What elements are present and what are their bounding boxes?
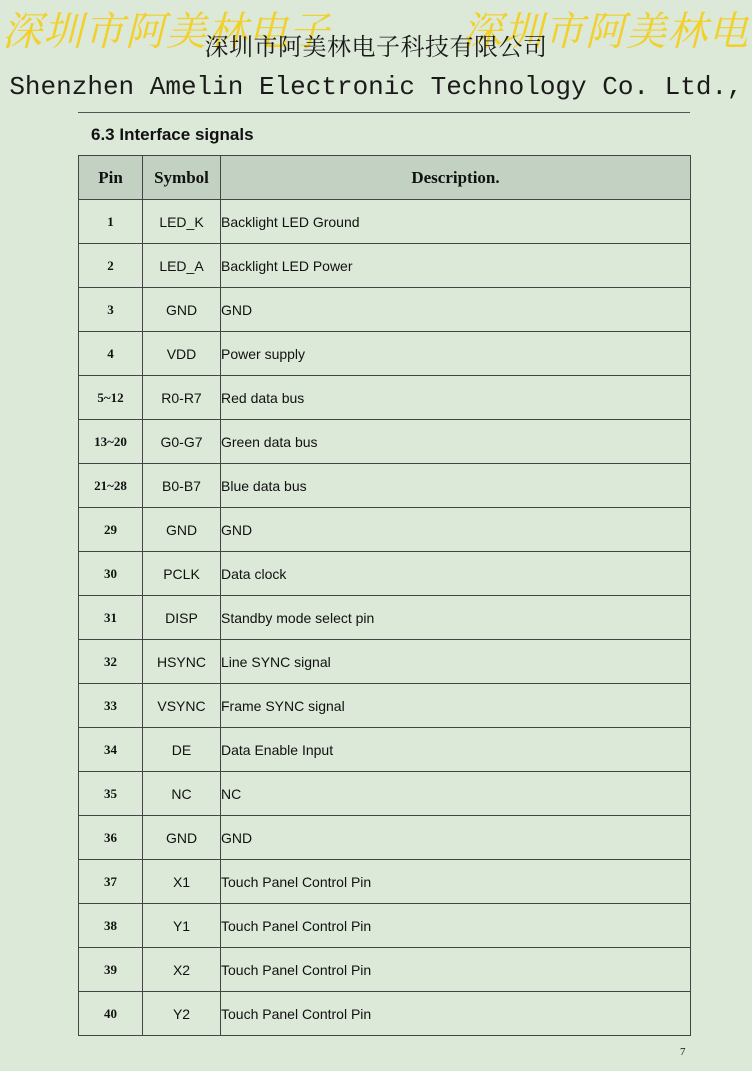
pin-cell: 37 — [79, 860, 143, 904]
pin-cell: 40 — [79, 992, 143, 1036]
description-cell: Data Enable Input — [221, 728, 691, 772]
pin-cell: 31 — [79, 596, 143, 640]
header-pin: Pin — [79, 156, 143, 200]
table-row — [79, 508, 691, 552]
pin-cell: 21~28 — [79, 464, 143, 508]
interface-signals-table — [78, 155, 691, 1036]
pin-cell: 38 — [79, 904, 143, 948]
table-row — [79, 640, 691, 684]
table-row — [79, 596, 691, 640]
description-cell: Standby mode select pin — [221, 596, 691, 640]
header-divider — [78, 112, 690, 113]
pin-cell: 5~12 — [79, 376, 143, 420]
description-cell: Touch Panel Control Pin — [221, 948, 691, 992]
symbol-cell: X1 — [143, 860, 221, 904]
table-row — [79, 816, 691, 860]
symbol-cell: NC — [143, 772, 221, 816]
table-row — [79, 684, 691, 728]
pin-cell: 34 — [79, 728, 143, 772]
description-cell: Red data bus — [221, 376, 691, 420]
pin-cell: 29 — [79, 508, 143, 552]
symbol-cell: X2 — [143, 948, 221, 992]
table-row — [79, 904, 691, 948]
description-cell: Touch Panel Control Pin — [221, 992, 691, 1036]
table-row — [79, 244, 691, 288]
table-row — [79, 288, 691, 332]
pin-cell: 13~20 — [79, 420, 143, 464]
description-cell: Backlight LED Power — [221, 244, 691, 288]
header-symbol: Symbol — [143, 156, 221, 200]
pin-cell: 33 — [79, 684, 143, 728]
pin-cell: 1 — [79, 200, 143, 244]
description-cell: GND — [221, 288, 691, 332]
table-row — [79, 332, 691, 376]
header-description: Description. — [221, 156, 691, 200]
table-row — [79, 552, 691, 596]
company-name-english: Shenzhen Amelin Electronic Technology Co. Ltd., — [9, 72, 743, 102]
description-cell: Touch Panel Control Pin — [221, 860, 691, 904]
pin-cell: 4 — [79, 332, 143, 376]
section-title: 6.3 Interface signals — [91, 125, 254, 144]
description-cell: Line SYNC signal — [221, 640, 691, 684]
pin-cell: 32 — [79, 640, 143, 684]
symbol-cell: GND — [143, 816, 221, 860]
pin-cell: 30 — [79, 552, 143, 596]
symbol-cell: VSYNC — [143, 684, 221, 728]
company-name-chinese: 深圳市阿美林电子科技有限公司 — [204, 33, 548, 61]
table-row — [79, 420, 691, 464]
pin-cell: 3 — [79, 288, 143, 332]
description-cell: GND — [221, 508, 691, 552]
description-cell: Frame SYNC signal — [221, 684, 691, 728]
table-row — [79, 948, 691, 992]
symbol-cell: DISP — [143, 596, 221, 640]
symbol-cell: GND — [143, 508, 221, 552]
symbol-cell: PCLK — [143, 552, 221, 596]
table-row — [79, 992, 691, 1036]
pin-cell: 39 — [79, 948, 143, 992]
table-row — [79, 772, 691, 816]
table-row — [79, 464, 691, 508]
symbol-cell: GND — [143, 288, 221, 332]
symbol-cell: VDD — [143, 332, 221, 376]
symbol-cell: LED_A — [143, 244, 221, 288]
description-cell: Green data bus — [221, 420, 691, 464]
symbol-cell: G0-G7 — [143, 420, 221, 464]
description-cell: Touch Panel Control Pin — [221, 904, 691, 948]
description-cell: Data clock — [221, 552, 691, 596]
symbol-cell: R0-R7 — [143, 376, 221, 420]
table-row — [79, 860, 691, 904]
table-row — [79, 376, 691, 420]
pin-cell: 35 — [79, 772, 143, 816]
pin-cell: 2 — [79, 244, 143, 288]
symbol-cell: DE — [143, 728, 221, 772]
symbol-cell: HSYNC — [143, 640, 221, 684]
description-cell: Blue data bus — [221, 464, 691, 508]
description-cell: Power supply — [221, 332, 691, 376]
symbol-cell: Y1 — [143, 904, 221, 948]
symbol-cell: LED_K — [143, 200, 221, 244]
table-header-row — [79, 156, 691, 200]
description-cell: Backlight LED Ground — [221, 200, 691, 244]
page-number: 7 — [680, 1046, 686, 1058]
symbol-cell: Y2 — [143, 992, 221, 1036]
description-cell: GND — [221, 816, 691, 860]
pin-cell: 36 — [79, 816, 143, 860]
table-row — [79, 728, 691, 772]
symbol-cell: B0-B7 — [143, 464, 221, 508]
watermark-text-left: 深圳市阿美林电子 — [2, 9, 330, 55]
watermark-text-right: 深圳市阿美林电 — [462, 9, 749, 55]
description-cell: NC — [221, 772, 691, 816]
table-row — [79, 200, 691, 244]
